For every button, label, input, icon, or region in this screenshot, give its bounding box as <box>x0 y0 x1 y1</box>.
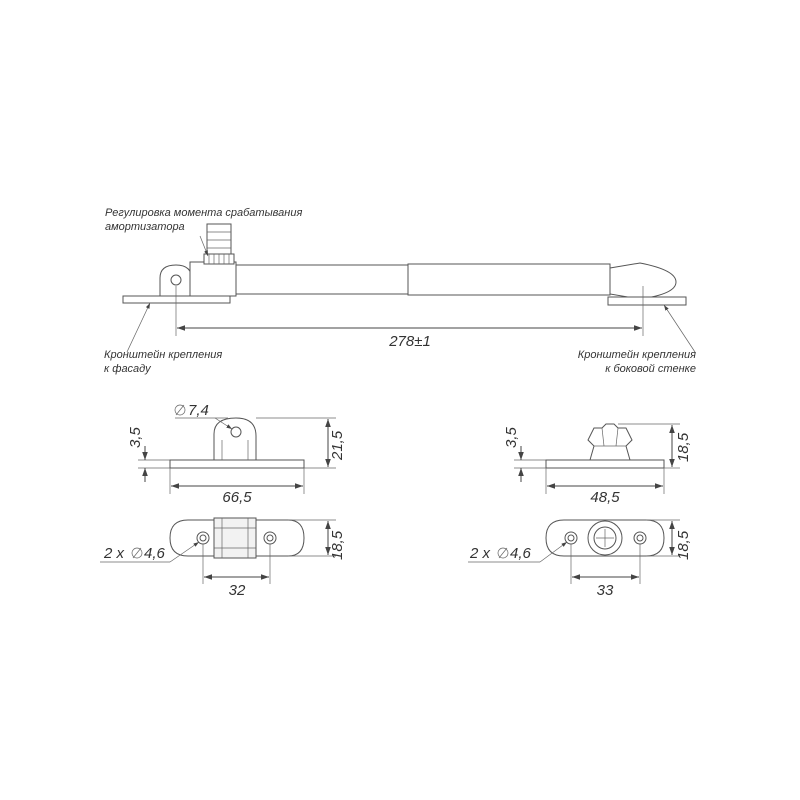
damper-assembly <box>123 224 686 305</box>
left-hole-spacing: 32 <box>228 582 246 599</box>
right-base-thickness: 3,5 <box>503 427 520 448</box>
left-base-thickness: 3,5 <box>127 427 144 448</box>
side-bracket-plate <box>608 297 686 305</box>
left-holes-diameter: 4,6 <box>144 545 165 562</box>
side-bracket-label-line1: Кронштейн крепления <box>577 349 696 361</box>
diameter-symbol-icon <box>175 405 185 415</box>
facade-bracket-label-line1: Кронштейн крепления <box>104 349 223 361</box>
diameter-symbol-icon <box>498 548 508 558</box>
right-bracket-base <box>546 460 664 468</box>
left-bracket-side-view <box>170 418 304 468</box>
left-bracket-ear <box>214 418 256 460</box>
damper-cylinder <box>236 265 408 294</box>
right-height: 18,5 <box>675 432 692 462</box>
right-bracket-ball-stud <box>588 424 632 460</box>
left-bracket-base <box>170 460 304 468</box>
right-bracket-side-view <box>546 424 664 468</box>
overall-length-value: 278±1 <box>389 333 431 350</box>
left-width: 18,5 <box>329 530 346 560</box>
left-bracket-pivot <box>231 427 241 437</box>
left-length: 66,5 <box>222 489 252 506</box>
damper-head-block <box>190 262 236 296</box>
left-hole-diameter: 7,4 <box>188 402 209 419</box>
adjustment-label-line2: амортизатора <box>105 221 185 233</box>
side-bracket-leader <box>664 305 695 352</box>
left-height: 21,5 <box>329 430 346 460</box>
side-bracket-label-line2: к боковой стенке <box>605 363 696 375</box>
right-width: 18,5 <box>675 530 692 560</box>
facade-bracket-plate <box>123 296 230 303</box>
right-holes-prefix: 2 x <box>470 545 491 562</box>
facade-bracket-label-line2: к фасаду <box>104 363 151 375</box>
damper-rod <box>408 264 610 295</box>
right-length: 48,5 <box>590 489 620 506</box>
facade-bracket-leader <box>127 303 150 352</box>
left-bracket-top-view <box>170 518 304 558</box>
right-holes-diameter: 4,6 <box>510 545 531 562</box>
left-holes-prefix: 2 x <box>104 545 125 562</box>
right-hole-spacing: 33 <box>596 582 614 599</box>
adjustment-screw <box>207 224 231 254</box>
adjustment-label-line1: Регулировка момента срабатывания <box>105 207 303 219</box>
left-bracket-ear-top <box>214 518 256 558</box>
diameter-symbol-icon <box>132 548 142 558</box>
right-bracket-top-view <box>546 520 664 556</box>
pivot-hole <box>171 275 181 285</box>
